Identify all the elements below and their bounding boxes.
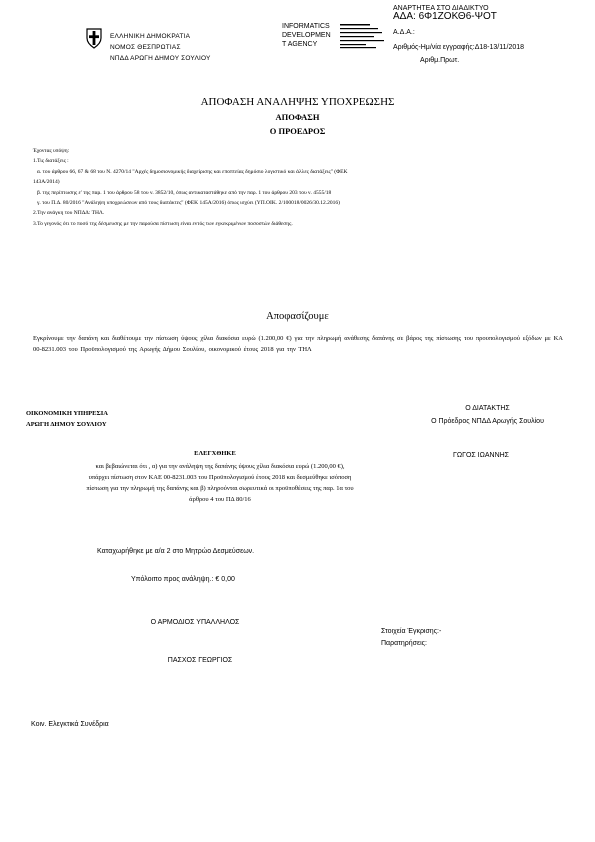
page-title: ΑΠΟΦΑΣΗ ΑΝΑΛΗΨΗΣ ΥΠΟΧΡΕΩΣΗΣ: [200, 96, 395, 108]
greek-emblem-icon: [85, 27, 103, 49]
agency-block: [282, 22, 342, 49]
approval-remarks: Παρατηρήσεις:: [381, 640, 427, 647]
item-1: 1.Τις διατάξεις :: [33, 158, 69, 165]
agency-line-1: INFORMATICS: [282, 23, 330, 30]
checked-paragraph: [24, 461, 416, 505]
registry-line: Καταχωρήθηκε με α/α 2 στο Μητρώο Δεσμεύσεων.: [97, 548, 255, 555]
digital-signature-stamp: [340, 23, 390, 49]
agency-line-2: DEVELOPMEN: [282, 32, 331, 39]
remaining-line: Υπόλοιπο προς ανάληψη.: € 0,00: [131, 576, 235, 583]
org-header: [110, 33, 250, 63]
official-title: Ο ΑΡΜΟΔΙΟΣ ΥΠΑΛΛΗΛΟΣ: [150, 619, 240, 626]
footer-note: Κοιν. Ελεγκτικά Συνέδρια: [31, 721, 109, 728]
authorizer-name: ΓΩΓΟΣ ΙΩΑΝΝΗΣ: [453, 452, 509, 459]
item-1a-cont: 143Α/2014): [33, 179, 60, 186]
item-2: 2.Την ανάγκη του ΝΠΔΔ: ΤΗΛ.: [33, 210, 105, 217]
authorizer-block: [400, 402, 575, 428]
authorizer-title: Ο ΔΙΑΤΑΚΤΗΣ: [465, 405, 510, 412]
finance-service-line-1: ΟΙΚΟΝΟΜΙΚΗ ΥΠΗΡΕΣΙΑ: [26, 410, 108, 417]
approval-details: Στοιχεία Έγκρισης:-: [381, 628, 442, 635]
checked-line-3: πίστωση για την πληρωμή της δαπάνης και β) πληρούνται σωρευτικά οι προϋποθέσεις της παρ. 1α του: [86, 485, 354, 492]
item-1b: β. της περίπτωσης ε' της παρ. 1 του άρθρου 58 του ν. 3852/10, όπως αντικαταστάθηκε από την παρ. 1 του άρθρου 203 του ν. 4555/18: [37, 189, 332, 196]
finance-service-line-2: ΑΡΩΓΗ ΔΗΜΟΥ ΣΟΥΛΙΟΥ: [26, 421, 107, 428]
title-decision: ΑΠΟΦΑΣΗ: [275, 112, 320, 122]
org-line-3: ΝΠΔΔ ΑΡΩΓΗ ΔΗΜΟΥ ΣΟΥΛΙΟΥ: [110, 55, 211, 62]
body-considerations: [33, 146, 563, 229]
ada-stamp: ΑΔΑ: 6Φ1ΖΟΚΘ6-ΨΟΤ: [393, 11, 497, 22]
top-right-title: ΑΝΑΡΤΗΤΕΑ ΣΤΟ ΔΙΑΔΙΚΤΥΟ: [393, 5, 489, 12]
authorizer-role: Ο Πρόεδρος ΝΠΔΔ Αρωγής Σουλίου: [431, 418, 544, 425]
item-3: 3.Το γεγονός ότι το ποσό της δέσμευσης με την παρούσα πίστωση είναι εντός των εγκεκριμένων ποσοστών διάθεσης.: [33, 220, 293, 227]
approval-block: [381, 626, 531, 650]
checked-line-2: υπάρχει πίστωση στον ΚΑΕ 00-8231.003 του Προϋπολογισμού έτους 2018 και δεσμεύθηκε ισόποση: [88, 474, 352, 481]
org-line-1: ΕΛΛΗΝΙΚΗ ΔΗΜΟΚΡΑΤΙΑ: [110, 33, 191, 40]
item-1c: γ. του Π.Δ. 80/2016 "Ανάληψη υποχρεώσεων από τους διατάκτες" (ΦΕΚ 145Α/2016) όπως ισχύει (ΥΠ.ΟΙΚ. 2/100018/0026/30.12.2016): [37, 200, 340, 207]
checked-line-4: άρθρου 4 του ΠΔ 80/16: [189, 496, 251, 503]
official-name: ΠΑΣΧΟΣ ΓΕΩΡΓΙΟΣ: [167, 657, 233, 664]
ada-label: Α.Δ.Α.:: [393, 29, 415, 36]
org-line-2: ΝΟΜΟΣ ΘΕΣΠΡΩΤΙΑΣ: [110, 44, 181, 51]
registration-line: Αριθμός-Ημ/νία εγγραφής:Δ18-13/11/2018: [393, 44, 525, 51]
item-1a: α. του άρθρου 66, 67 & 68 του Ν. 4270/14 "Αρχές δημοσιονομικής διαχείρισης και εποπτείας δημόσιο λογιστικό και άλλες διατάξεις" (ΦΕΚ: [37, 168, 348, 175]
finance-service-block: [26, 408, 166, 430]
checked-line-1: και βεβαιώνεται ότι , α) για την ανάληψη της δαπάνης ύψους χίλια διακόσια ευρώ (1.200,00 €),: [95, 463, 345, 470]
considering-label: Έχοντας υπόψη:: [33, 148, 70, 154]
decide-paragraph: Εγκρίνουμε την δαπάνη και διαθέτουμε την πίστωση ύψους χίλια διακόσια ευρώ (1.200,00 €) για την πληρωμή ανάθεσης δαπάνης σε βάρος της πίστωσης του προυπολογισμού εξόδων με ΚΑ 00-8231.003 του Προϋπολογισμού της Αρωγής Δήμου Σουλίου, οικονομικού έτους 2018 για την ΤΗΛ: [33, 335, 563, 353]
decide-heading: Αποφασίζουμε: [266, 311, 329, 322]
protocol-line: Αριθμ.Πρωτ.: [420, 57, 460, 64]
checked-heading: ΕΛΕΓΧΘΗΚΕ: [194, 450, 236, 457]
agency-line-3: T AGENCY: [282, 41, 318, 48]
title-president: Ο ΠΡΟΕΔΡΟΣ: [269, 126, 326, 136]
